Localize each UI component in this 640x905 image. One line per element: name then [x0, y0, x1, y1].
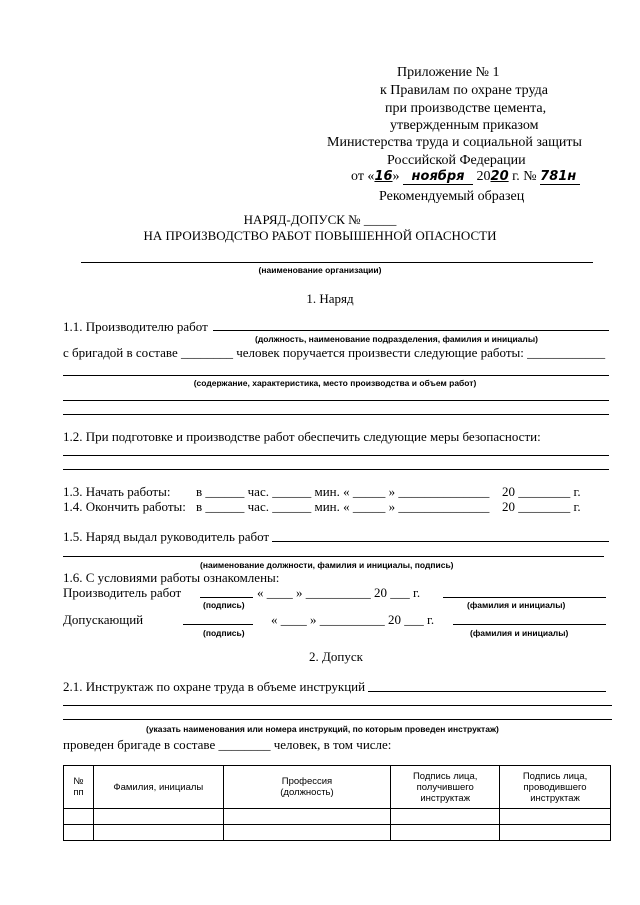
item-2-1-label: 2.1. Инструктаж по охране труда в объеме инструкций — [63, 679, 366, 694]
producer-name-caption: (фамилия и инициалы) — [467, 600, 566, 610]
table-cell — [223, 809, 391, 825]
item-1-3-label: 1.3. Начать работы: — [63, 484, 171, 499]
instructions-caption: (указать наименования или номера инструкций, по которым проведен инструктаж) — [146, 724, 499, 734]
section-2-heading: 2. Допуск — [309, 649, 363, 664]
item-1-2-label: 1.2. При подготовке и производстве работ обеспечить следующие меры безопасности: — [63, 429, 541, 444]
date-mid: » — [392, 169, 400, 184]
brigade-count-line: проведен бригаде в составе ________ человек, в том числе: — [63, 737, 392, 752]
table-row — [64, 809, 611, 825]
header-conducted-signature — [500, 766, 611, 809]
item-1-5-line — [272, 541, 609, 542]
org-name-line — [81, 262, 593, 263]
producer-date-fields: « ____ » __________ 20 ___ г. — [257, 585, 421, 600]
header-name-text: Фамилия, инициалы — [113, 781, 204, 793]
admitting-date-fields: « ____ » __________ 20 ___ г. — [271, 612, 435, 627]
order-number: 781н — [540, 170, 580, 185]
header-conducted-text: Подпись лица, проводившего инструктаж — [522, 770, 588, 804]
producer-signature-line — [200, 597, 253, 598]
works-line-1 — [63, 375, 609, 376]
producer-signature-caption: (подпись) — [203, 600, 245, 610]
producer-name-line — [443, 597, 606, 598]
admitting-signature-line — [183, 624, 253, 625]
header-received-text: Подпись лица, получившего инструктаж — [412, 770, 478, 804]
item-1-5-label: 1.5. Наряд выдал руководитель работ — [63, 529, 270, 544]
admitting-signature-caption: (подпись) — [203, 628, 245, 638]
instructions-line-1 — [368, 691, 606, 692]
document-title: НАРЯД-ДОПУСК № _____ — [243, 212, 397, 227]
header-profession — [223, 766, 391, 809]
instruction-table — [63, 765, 611, 841]
safety-line-2 — [63, 469, 609, 470]
brigade-line: с бригадой в составе ________ человек поручается произвести следующие работы: ____________ — [63, 345, 606, 360]
table-cell — [391, 825, 500, 841]
start-time-fields: в ______ час. ______ мин. « _____ » ______________ — [196, 484, 490, 499]
table-cell — [500, 809, 611, 825]
admitting-label: Допускающий — [63, 612, 144, 627]
item-1-5-line-2 — [63, 556, 604, 557]
header-line-approved: утвержденным приказом — [390, 118, 539, 133]
table-row — [64, 825, 611, 841]
org-name-caption: (наименование организации) — [258, 265, 382, 275]
admitting-name-line — [453, 624, 606, 625]
header-line-rules: к Правилам по охране труда — [380, 83, 548, 98]
header-number — [64, 766, 94, 809]
header-line-federation: Российской Федерации — [387, 153, 526, 168]
header-line-ministry: Министерства труда и социальной защиты — [327, 135, 582, 150]
header-name — [93, 766, 223, 809]
table-header-row — [64, 766, 611, 809]
document-subtitle: НА ПРОИЗВОДСТВО РАБОТ ПОВЫШЕННОЙ ОПАСНОСТИ — [143, 228, 497, 243]
date-prefix: от « — [351, 169, 375, 184]
end-year-field: 20 ________ г. — [502, 499, 581, 514]
producer-label: Производитель работ — [63, 585, 182, 600]
table-cell — [391, 809, 500, 825]
table-cell — [223, 825, 391, 841]
date-year-prefix: 20 — [476, 169, 491, 184]
section-1-heading: 1. Наряд — [306, 291, 354, 306]
table-cell — [64, 825, 94, 841]
works-line-2 — [63, 400, 609, 401]
item-1-1-caption: (должность, наименование подразделения, фамилия и инициалы) — [255, 334, 538, 344]
end-time-fields: в ______ час. ______ мин. « _____ » ______________ — [196, 499, 490, 514]
item-1-5-caption: (наименование должности, фамилия и инициалы, подпись) — [200, 560, 454, 570]
item-1-6-label: 1.6. С условиями работы ознакомлены: — [63, 570, 280, 585]
table-cell — [93, 825, 223, 841]
item-1-1-line — [213, 330, 609, 331]
start-year-field: 20 ________ г. — [502, 484, 581, 499]
instructions-line-3 — [63, 719, 612, 720]
header-profession-text: Профессия (должность) — [280, 776, 334, 798]
instructions-line-2 — [63, 705, 612, 706]
item-1-1-label: 1.1. Производителю работ — [63, 319, 208, 334]
table-cell — [64, 809, 94, 825]
safety-line-1 — [63, 455, 609, 456]
header-number-text: № пп — [73, 776, 84, 798]
header-line-production: при производстве цемента, — [385, 101, 547, 116]
works-caption: (содержание, характеристика, место производства и объем работ) — [193, 378, 477, 388]
appendix-label: Приложение № 1 — [397, 65, 500, 80]
item-1-4-label: 1.4. Окончить работы: — [63, 499, 186, 514]
header-received-signature — [391, 766, 500, 809]
works-line-3 — [63, 414, 609, 415]
table-cell — [93, 809, 223, 825]
table-cell — [500, 825, 611, 841]
order-number-prefix: г. № — [512, 169, 537, 184]
date-month: ноября — [403, 170, 473, 185]
date-year: 20 — [490, 169, 509, 184]
date-day: 16 — [374, 169, 393, 184]
admitting-name-caption: (фамилия и инициалы) — [470, 628, 569, 638]
order-date-line — [351, 170, 580, 185]
recommended-sample: Рекомендуемый образец — [379, 189, 525, 204]
